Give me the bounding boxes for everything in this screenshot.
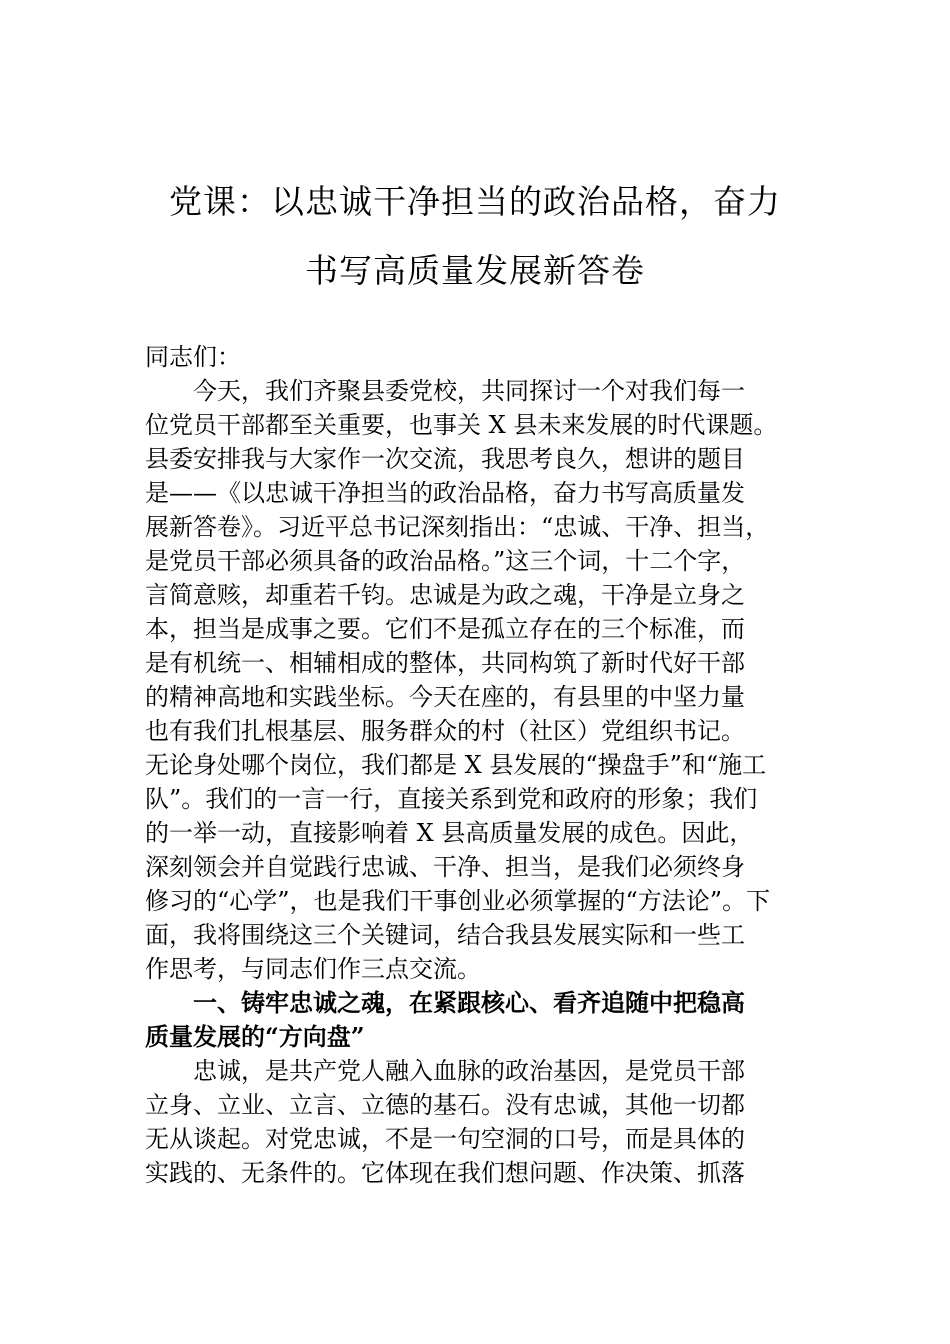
paragraph-line: 是有机统一、相辅相成的整体，共同构筑了新时代好干部 (145, 649, 745, 677)
paragraph-line: 修习的“心学”，也是我们干事创业必须掌握的“方法论”。下 (145, 887, 771, 915)
paragraph-line: 是——《以忠诚干净担当的政治品格，奋力书写高质量发 (145, 479, 745, 507)
paragraph-line: 县委安排我与大家作一次交流，我思考良久，想讲的题目 (145, 445, 745, 473)
paragraph-line: 言简意赅，却重若千钧。忠诚是为政之魂，干净是立身之 (145, 581, 745, 609)
paragraph-line: 也有我们扎根基层、服务群众的村（社区）党组织书记。 (145, 717, 745, 745)
greeting: 同志们： (145, 343, 241, 371)
paragraph-line: 面，我将围绕这三个关键词，结合我县发展实际和一些工 (145, 921, 745, 949)
paragraph-line: 作思考，与同志们作三点交流。 (145, 955, 481, 983)
paragraph-line: 展新答卷》。习近平总书记深刻指出：“忠诚、干净、担当， (145, 513, 770, 541)
paragraph-line: 的一举一动，直接影响着 X 县高质量发展的成色。因此， (145, 819, 754, 847)
paragraph-line: 深刻领会并自觉践行忠诚、干净、担当，是我们必须终身 (145, 853, 745, 881)
paragraph-line: 今天，我们齐聚县委党校，共同探讨一个对我们每一 (193, 377, 745, 405)
document-title-line-1: 党课：以忠诚干净担当的政治品格，奋力 (169, 182, 781, 221)
paragraph-line: 是党员干部必须具备的政治品格。”这三个词，十二个字， (145, 547, 746, 575)
paragraph-line: 忠诚，是共产党人融入血脉的政治基因，是党员干部 (193, 1057, 745, 1085)
document-body (145, 374, 815, 1190)
paragraph-line: 本，担当是成事之要。它们不是孤立存在的三个标准，而 (145, 615, 745, 643)
section-heading-line: 质量发展的“方向盘” (145, 1022, 365, 1051)
paragraph-line: 实践的、无条件的。它体现在我们想问题、作决策、抓落 (145, 1159, 745, 1187)
paragraph-line: 的精神高地和实践坐标。今天在座的，有县里的中坚力量 (145, 683, 745, 711)
paragraph-line: 立身、立业、立言、立德的基石。没有忠诚，其他一切都 (145, 1091, 745, 1119)
paragraph-line: 无从谈起。对党忠诚，不是一句空洞的口号，而是具体的 (145, 1125, 745, 1153)
paragraph-line: 无论身处哪个岗位，我们都是 X 县发展的“操盘手”和“施工 (145, 751, 767, 779)
paragraph-line: 队”。我们的一言一行，直接关系到党和政府的形象；我们 (145, 785, 758, 813)
document-title-line-2: 书写高质量发展新答卷 (305, 251, 645, 290)
section-heading-line: 一、铸牢忠诚之魂，在紧跟核心、看齐追随中把稳高 (193, 988, 745, 1017)
paragraph-line: 位党员干部都至关重要，也事关 X 县未来发展的时代课题。 (145, 411, 778, 439)
